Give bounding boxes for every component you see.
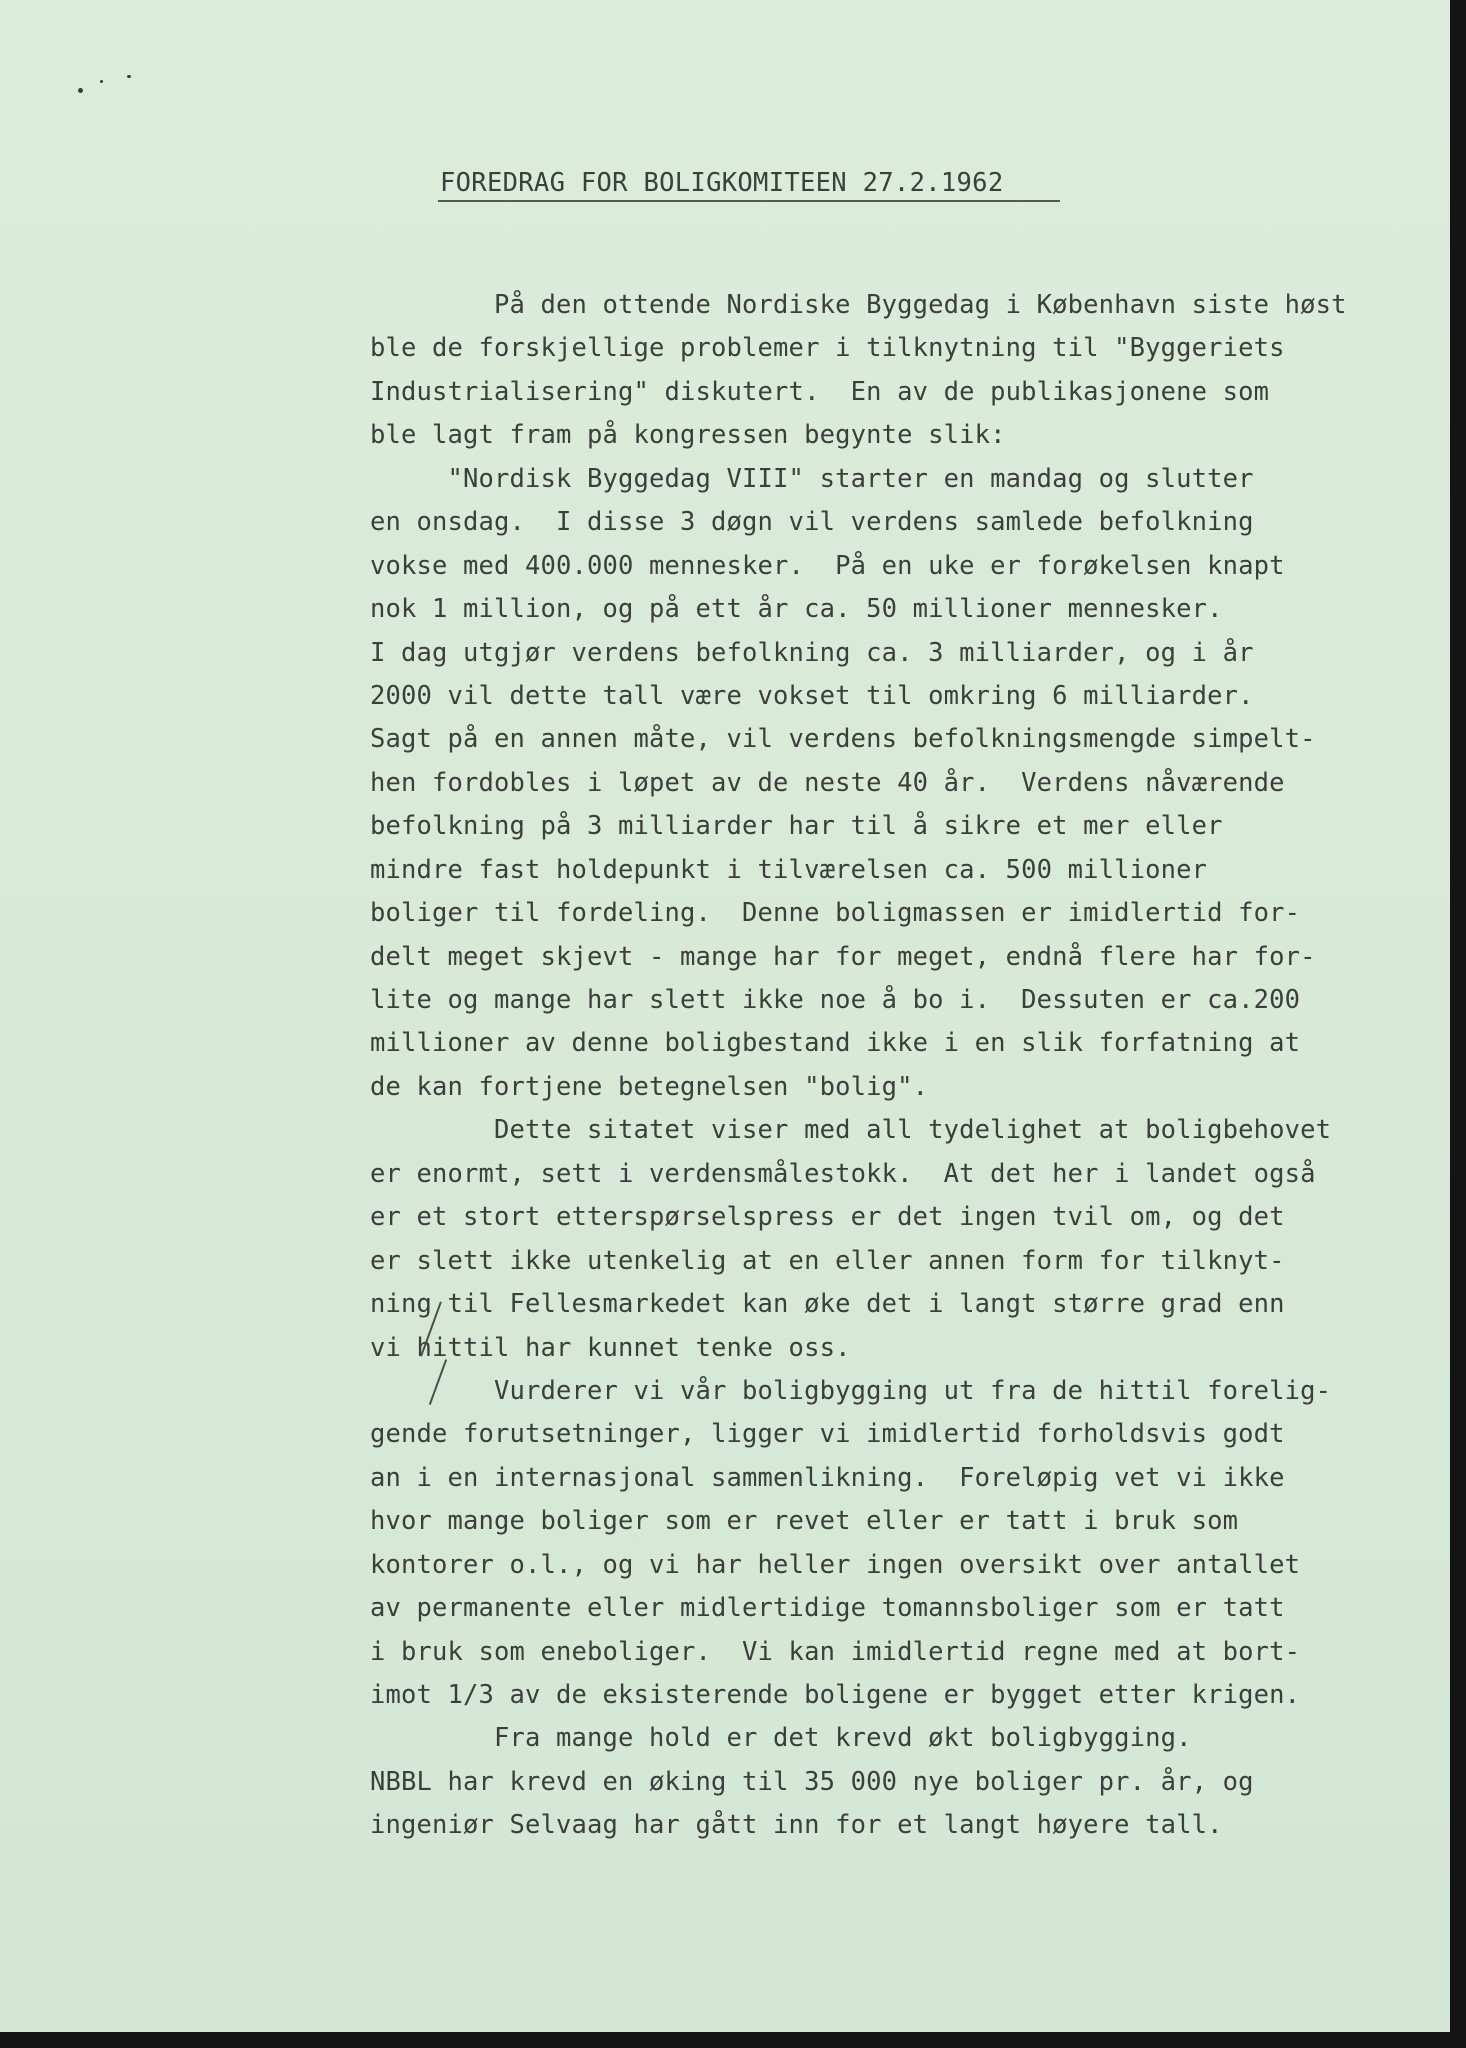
text-line: NBBL har krevd en øking til 35 000 nye boliger pr. år, og: [370, 1766, 1254, 1797]
text-line: ble de forskjellige problemer i tilknytning til "Byggeriets: [370, 333, 1285, 364]
text-line: På den ottende Nordiske Byggedag i København siste høst: [370, 290, 1347, 320]
text-line: er slett ikke utenkelig at en eller annen form for tilknyt-: [370, 1245, 1285, 1276]
text-line: de kan fortjene betegnelsen "bolig".: [370, 1071, 929, 1102]
text-line: vi hittil har kunnet tenke oss.: [370, 1332, 851, 1363]
scan-border-right: [1450, 0, 1466, 2048]
text-line: Vurderer vi vår boligbygging ut fra de hittil forelig-: [370, 1375, 1332, 1406]
text-line: delt meget skjevt - mange har for meget, endnå flere har for-: [370, 941, 1316, 972]
text-line: millioner av denne boligbestand ikke i en slik forfatning at: [370, 1028, 1301, 1059]
document-title: FOREDRAG FOR BOLIGKOMITEEN 27.2.1962: [440, 168, 1004, 198]
text-line: en onsdag. I disse 3 døgn vil verdens samlede befolkning: [370, 507, 1254, 538]
text-line: av permanente eller midlertidige tomannsboliger som er tatt: [370, 1593, 1285, 1624]
text-line: nok 1 million, og på ett år ca. 50 millioner mennesker.: [370, 594, 1223, 625]
text-line: ning til Fellesmarkedet kan øke det i langt større grad enn: [370, 1289, 1285, 1320]
text-line: vokse med 400.000 mennesker. På en uke er forøkelsen knapt: [370, 550, 1285, 581]
text-line: I dag utgjør verdens befolkning ca. 3 milliarder, og i år: [370, 637, 1254, 668]
text-line: 2000 vil dette tall være vokset til omkring 6 milliarder.: [370, 680, 1254, 711]
ink-speck: [100, 80, 103, 83]
ink-speck: [78, 88, 83, 93]
ink-speck: [127, 75, 131, 78]
text-line: "Nordisk Byggedag VIII" starter en mandag og slutter: [370, 463, 1254, 494]
text-line: lite og mange har slett ikke noe å bo i. Dessuten er ca.200: [370, 985, 1301, 1015]
text-line: befolkning på 3 milliarder har til å sikre et mer eller: [370, 811, 1223, 842]
text-line: ble lagt fram på kongressen begynte slik:: [370, 420, 1006, 451]
text-line: gende forutsetninger, ligger vi imidlertid forholdsvis godt: [370, 1419, 1285, 1450]
text-line: i bruk som eneboliger. Vi kan imidlertid regne med at bort-: [370, 1636, 1301, 1667]
text-line: mindre fast holdepunkt i tilværelsen ca. 500 millioner: [370, 854, 1208, 885]
text-line: an i en internasjonal sammenlikning. Foreløpig vet vi ikke: [370, 1462, 1285, 1493]
text-line: Dette sitatet viser med all tydelighet at boligbehovet: [370, 1115, 1332, 1146]
text-line: ingeniør Selvaag har gått inn for et langt høyere tall.: [370, 1810, 1223, 1841]
title-underline: [438, 200, 1060, 202]
text-line: Fra mange hold er det krevd økt boligbygging.: [370, 1723, 1192, 1754]
text-line: boliger til fordeling. Denne boligmassen er imidlertid for-: [370, 898, 1301, 929]
text-line: Industrialisering" diskutert. En av de publikasjonene som: [370, 376, 1270, 407]
text-line: hen fordobles i løpet av de neste 40 år. Verdens nåværende: [370, 767, 1285, 798]
text-line: er enormt, sett i verdensmålestokk. At det her i landet også: [370, 1158, 1316, 1189]
text-line: hvor mange boliger som er revet eller er tatt i bruk som: [370, 1506, 1239, 1537]
text-line: imot 1/3 av de eksisterende boligene er bygget etter krigen.: [370, 1680, 1301, 1710]
scan-border-bottom: [0, 2032, 1466, 2048]
text-line: kontorer o.l., og vi har heller ingen oversikt over antallet: [370, 1549, 1301, 1580]
text-line: Sagt på en annen måte, vil verdens befolkningsmengde simpelt-: [370, 724, 1316, 755]
text-line: er et stort etterspørselspress er det ingen tvil om, og det: [370, 1202, 1285, 1233]
typed-body-text: [370, 284, 1420, 1848]
